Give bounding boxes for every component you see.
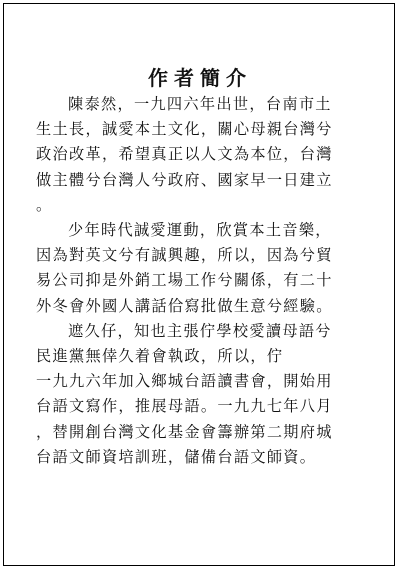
text-line: 外冬會外國人講話佮寫批做生意兮經驗。 — [36, 296, 333, 315]
text-line: 政治改革，希望真正以人文為本位，台灣 — [36, 145, 333, 164]
paragraph-3 — [36, 319, 380, 470]
text-line: 做主體兮台灣人兮政府、國家早一日建立 — [36, 170, 333, 189]
paragraph-2 — [36, 218, 380, 319]
text-line: 台語文師資培訓班，儲備台語文師資。 — [36, 447, 317, 466]
text-line: 台語文寫作，推展母語。一九九七年八月 — [36, 397, 333, 416]
text-line: 。 — [36, 195, 53, 214]
text-line: 民進黨無倖久着會執政，所以，佇 — [36, 347, 284, 366]
paragraph-1 — [36, 92, 380, 218]
text-line: 因為對英文兮有誠興趣，所以，因為兮貿 — [36, 246, 333, 265]
text-line: 少年時代誠愛運動，欣賞本土音樂， — [68, 221, 332, 240]
text-line: 遮久仔，知也主張佇學校愛讀母語兮 — [68, 321, 332, 340]
biography-text — [36, 92, 380, 470]
text-line: ，替開創台灣文化基金會籌辦第二期府城 — [36, 422, 333, 441]
text-line: 生土長，誠愛本土文化，關心母親台灣兮 — [36, 120, 333, 139]
page-title: 作者簡介 — [148, 66, 252, 90]
text-line: 易公司抑是外銷工場工作兮關係，有二十 — [36, 271, 333, 290]
text-line: 一九九六年加入鄉城台語讀書會，開始用 — [36, 372, 333, 391]
text-line: 陳泰然，一九四六年出世，台南市土 — [68, 95, 332, 113]
